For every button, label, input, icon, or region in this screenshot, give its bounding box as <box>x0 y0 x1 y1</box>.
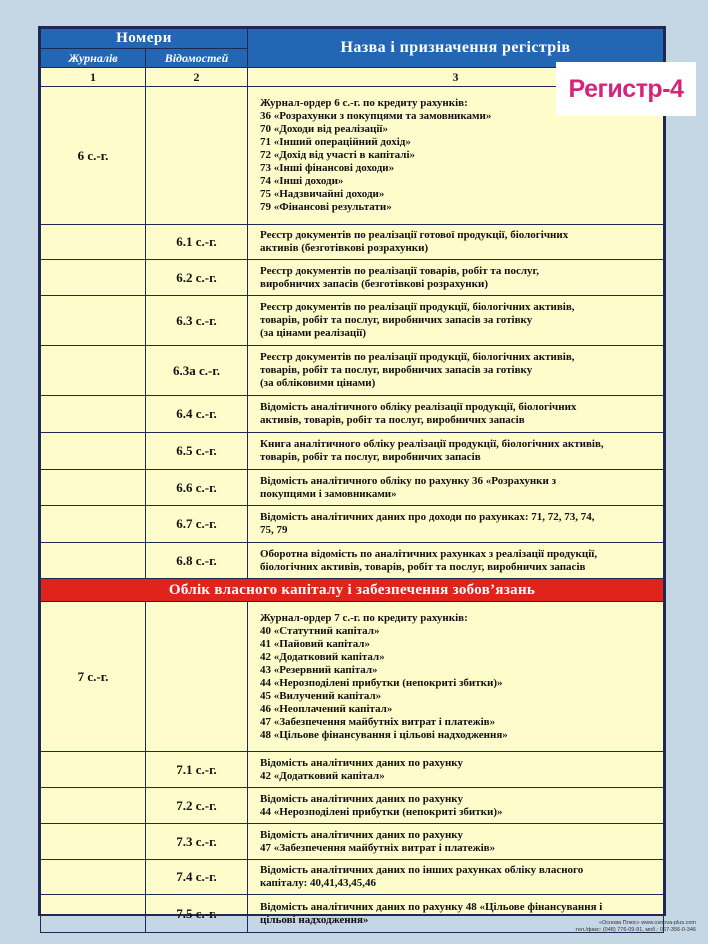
table-row <box>41 860 664 895</box>
register-description <box>248 860 664 895</box>
journal-number <box>41 860 146 895</box>
description-line: активів (безготівкові розрахунки) <box>260 242 429 254</box>
footer-line-1: «Основа Плюс» www.osnova-plus.com <box>599 920 696 926</box>
register-description <box>248 260 664 296</box>
description-line: Відомість аналітичних даних по інших рахунках обліку власного <box>260 864 584 876</box>
journal-number <box>41 895 146 933</box>
column-number-3: 3 <box>248 68 664 87</box>
description-line: товарів, робіт та послуг, виробничих запасів за готівку <box>260 364 533 376</box>
description-line: 44 «Нерозподілені прибутки (непокриті збитки)» <box>260 676 503 689</box>
register-description <box>248 788 664 824</box>
journal-number <box>41 506 146 543</box>
table-row <box>41 470 664 506</box>
header-journals: Журналів <box>41 49 146 68</box>
description-line: 42 «Додатковий капітал» <box>260 650 385 663</box>
description-line: товарів, робіт та послуг, виробничих запасів <box>260 451 481 463</box>
table-row <box>41 346 664 396</box>
register-description <box>248 346 664 396</box>
table-row <box>41 543 664 579</box>
description-line: Реєстр документів по реалізації товарів, робіт та послуг, <box>260 264 540 277</box>
description-line: Відомість аналітичних даних про доходи по рахунках: 71, 72, 73, 74, <box>260 511 595 523</box>
register-table <box>40 28 664 933</box>
register-badge: Регистр-4 <box>556 62 696 116</box>
statement-number <box>146 87 248 225</box>
table-row <box>41 788 664 824</box>
description-line: 36 «Розрахунки з покупцями та замовниками» <box>260 110 492 122</box>
header-numbers: Номери <box>41 29 248 49</box>
journal-number <box>41 543 146 579</box>
column-number-2: 2 <box>146 68 248 87</box>
table-row <box>41 602 664 752</box>
description-line: 45 «Вилучений капітал» <box>260 689 382 702</box>
description-line: цільові надходження» <box>260 913 369 926</box>
statement-number: 6.4 с.-г. <box>146 396 248 433</box>
description-line: капіталу: 40,41,43,45,46 <box>260 877 376 889</box>
description-line: Відомість аналітичного обліку реалізації продукції, біологічних <box>260 401 577 413</box>
description-line: Журнал-ордер 7 с.-г. по кредиту рахунків: <box>260 611 468 624</box>
description-line: 47 «Забезпечення майбутніх витрат і платежів» <box>260 715 496 728</box>
journal-number <box>41 260 146 296</box>
description-line: (за обліковими цінами) <box>260 377 376 389</box>
statement-number: 6.6 с.-г. <box>146 470 248 506</box>
description-line: виробничих запасів (безготівкові розрахунки) <box>260 277 488 290</box>
column-number-1: 1 <box>41 68 146 87</box>
publisher-footer <box>575 920 696 934</box>
description-line: Журнал-ордер 6 с.-г. по кредиту рахунків: <box>260 97 468 109</box>
journal-number <box>41 396 146 433</box>
table-row <box>41 506 664 543</box>
statement-number: 7.2 с.-г. <box>146 788 248 824</box>
description-line: 72 «Дохід від участі в капіталі» <box>260 149 415 161</box>
journal-number <box>41 346 146 396</box>
journal-number <box>41 225 146 260</box>
description-line: Відомість аналітичних даних по рахунку <box>260 792 463 805</box>
register-description <box>248 543 664 579</box>
statement-number: 6.1 с.-г. <box>146 225 248 260</box>
description-line: Відомість аналітичних даних по рахунку <box>260 756 463 769</box>
register-description <box>248 506 664 543</box>
table-row <box>41 260 664 296</box>
description-line: біологічних активів, товарів, робіт та послуг, виробничих запасів <box>260 560 586 573</box>
header-statements: Відомостей <box>146 49 248 68</box>
table-row <box>41 895 664 933</box>
description-line: активів, товарів, робіт та послуг, виробничих запасів <box>260 414 525 426</box>
register-description <box>248 433 664 470</box>
description-line: 40 «Статутний капітал» <box>260 624 380 637</box>
table-row <box>41 396 664 433</box>
description-line: Оборотна відомість по аналітичних рахунках з реалізації продукції, <box>260 547 598 560</box>
statement-number: 7.5 с.-г. <box>146 895 248 933</box>
journal-number <box>41 433 146 470</box>
description-line: 42 «Додатковий капітал» <box>260 769 385 782</box>
register-description <box>248 470 664 506</box>
statement-number: 7.4 с.-г. <box>146 860 248 895</box>
description-line: (за цінами реалізації) <box>260 327 367 339</box>
register-description <box>248 602 664 752</box>
register-description <box>248 824 664 860</box>
journal-number: 6 с.-г. <box>41 87 146 225</box>
statement-number: 6.8 с.-г. <box>146 543 248 579</box>
register-description <box>248 752 664 788</box>
register-description <box>248 396 664 433</box>
description-line: 41 «Пайовий капітал» <box>260 637 370 650</box>
description-line: 43 «Резервний капітал» <box>260 663 378 676</box>
description-line: Реєстр документів по реалізації продукції, біологічних активів, <box>260 351 575 363</box>
description-line: 74 «Інші доходи» <box>260 175 344 187</box>
statement-number: 7.3 с.-г. <box>146 824 248 860</box>
description-line: Відомість аналітичних даних по рахунку <box>260 828 463 841</box>
journal-number <box>41 296 146 346</box>
description-line: 44 «Нерозподілені прибутки (непокриті збитки)» <box>260 805 503 818</box>
statement-number: 6.3 с.-г. <box>146 296 248 346</box>
description-line: 75 «Надзвичайні доходи» <box>260 188 385 200</box>
register-description <box>248 225 664 260</box>
description-line: 46 «Неоплачений капітал» <box>260 702 393 715</box>
description-line: Книга аналітичного обліку реалізації продукції, біологічних активів, <box>260 438 604 450</box>
statement-number: 6.5 с.-г. <box>146 433 248 470</box>
statement-number: 6.3а с.-г. <box>146 346 248 396</box>
section-title: Облік власного капіталу і забезпечення зобов’язань <box>41 579 664 602</box>
description-line: Реєстр документів по реалізації готової продукції, біологічних <box>260 229 569 241</box>
description-line: 70 «Доходи від реалізації» <box>260 123 388 135</box>
description-line: 47 «Забезпечення майбутніх витрат і платежів» <box>260 841 496 854</box>
table-row <box>41 433 664 470</box>
description-line: товарів, робіт та послуг, виробничих запасів за готівку <box>260 314 533 326</box>
journal-number <box>41 788 146 824</box>
description-line: покупцями і замовниками» <box>260 487 397 500</box>
table-row <box>41 752 664 788</box>
table-row <box>41 225 664 260</box>
description-line: Реєстр документів по реалізації продукції, біологічних активів, <box>260 301 575 313</box>
register-description <box>248 296 664 346</box>
journal-number: 7 с.-г. <box>41 602 146 752</box>
statement-number: 6.7 с.-г. <box>146 506 248 543</box>
description-line: Відомість аналітичних даних по рахунку 48 «Цільове фінансування і <box>260 900 603 913</box>
description-line: 79 «Фінансові результати» <box>260 201 392 213</box>
statement-number <box>146 602 248 752</box>
statement-number: 6.2 с.-г. <box>146 260 248 296</box>
description-line: 75, 79 <box>260 524 288 536</box>
description-line: 71 «Інший операційний дохід» <box>260 136 411 148</box>
header-title: Назва і призначення регістрів <box>248 29 664 68</box>
footer-line-2: тел./факс: (048) 776-09-91, моб.: 067-356-0-346 <box>575 927 696 933</box>
table-row <box>41 296 664 346</box>
journal-number <box>41 752 146 788</box>
description-line: 73 «Інші фінансові доходи» <box>260 162 395 174</box>
journal-number <box>41 824 146 860</box>
description-line: Відомість аналітичного обліку по рахунку 36 «Розрахунки з <box>260 474 557 487</box>
journal-number <box>41 470 146 506</box>
description-line: 48 «Цільове фінансування і цільові надходження» <box>260 728 508 741</box>
statement-number: 7.1 с.-г. <box>146 752 248 788</box>
table-row <box>41 824 664 860</box>
